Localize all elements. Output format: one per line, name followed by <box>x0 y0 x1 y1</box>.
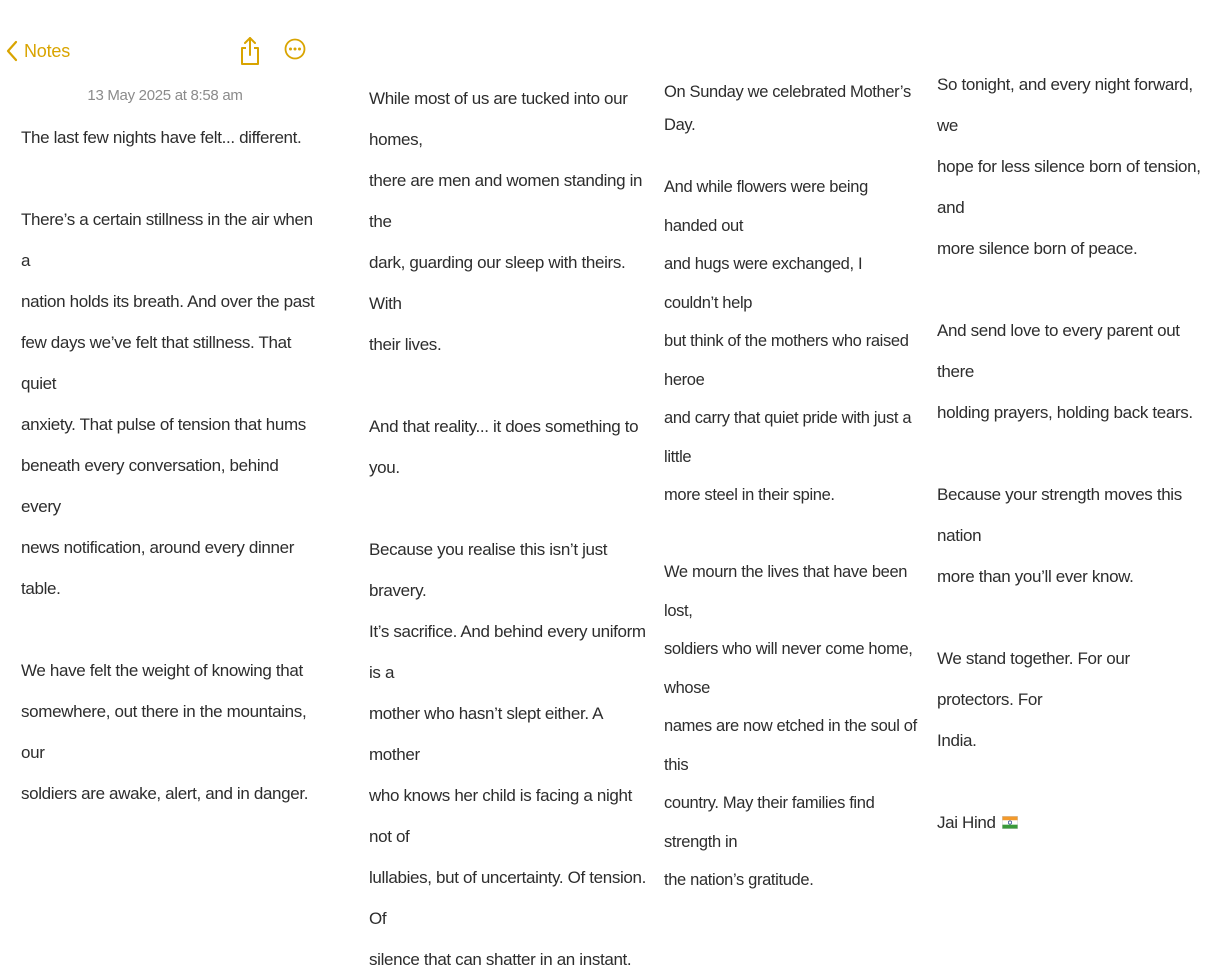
back-button[interactable] <box>6 40 70 62</box>
paragraph: And send love to every parent out there holding prayers, holding back tears. <box>937 321 1193 422</box>
paragraph: So tonight, and every night forward, we hope for less silence born of tension, and more silence born of peace. <box>937 75 1201 258</box>
closing-text: Jai Hind <box>937 813 996 832</box>
paragraph: Because you realise this isn’t just bravery. It’s sacrifice. And behind every uniform is a mother who hasn’t slept either. A mother who knows her child is facing a night not of lullabies, but of uncertainty. Of tension. Of silence that can shatter in an instant. <box>369 540 646 969</box>
note-body-column-4[interactable] <box>937 64 1207 843</box>
more-options-icon <box>284 47 306 64</box>
back-label: Notes <box>24 40 71 61</box>
note-date: 13 May 2025 at 8:58 am <box>87 87 243 104</box>
closing-line <box>937 802 1207 843</box>
paragraph: The last few nights have felt... different. <box>21 128 302 147</box>
note-panel-4 <box>922 0 1201 832</box>
share-button[interactable] <box>240 36 260 71</box>
note-body-column-1[interactable] <box>21 117 321 814</box>
note-panel-2 <box>350 0 650 969</box>
india-flag-icon <box>1002 803 1018 816</box>
paragraph: While most of us are tucked into our homes, there are men and women standing in the dark, guarding our sleep with theirs. With their lives. <box>369 89 643 354</box>
paragraph: And that reality... it does something to you. <box>369 417 639 477</box>
note-panel-3 <box>650 0 918 889</box>
paragraph: There’s a certain stillness in the air when a nation holds its breath. And over the past few days we’ve felt that stillness. That quiet anxiety. That pulse of tension that hums beneath every conversation, behind every news notification, around every dinner table. <box>21 210 315 598</box>
more-options-button[interactable] <box>284 38 306 65</box>
paragraph: We mourn the lives that have been lost, soldiers who will never come home, whose names are now etched in the soul of this country. May their families find strength in the nation’s gratitude. <box>664 563 917 889</box>
note-panel-1 <box>0 0 330 803</box>
share-icon <box>240 53 260 70</box>
navigation-bar <box>0 34 330 74</box>
paragraph: We stand together. For our protectors. For India. <box>937 649 1130 750</box>
note-body-column-2[interactable] <box>369 78 649 980</box>
paragraph: We have felt the weight of knowing that somewhere, out there in the mountains, our soldiers are awake, alert, and in danger. <box>21 661 309 803</box>
paragraph: Because your strength moves this nation more than you’ll ever know. <box>937 485 1182 586</box>
paragraph: And while flowers were being handed out and hugs were exchanged, I couldn’t help but think of the mothers who raised heroe and carry that quiet pride with just a little more steel in their spine. <box>664 178 912 504</box>
paragraph: On Sunday we celebrated Mother’s Day. <box>664 83 911 134</box>
note-body-column-3[interactable] <box>664 76 918 900</box>
chevron-left-icon <box>6 40 18 62</box>
